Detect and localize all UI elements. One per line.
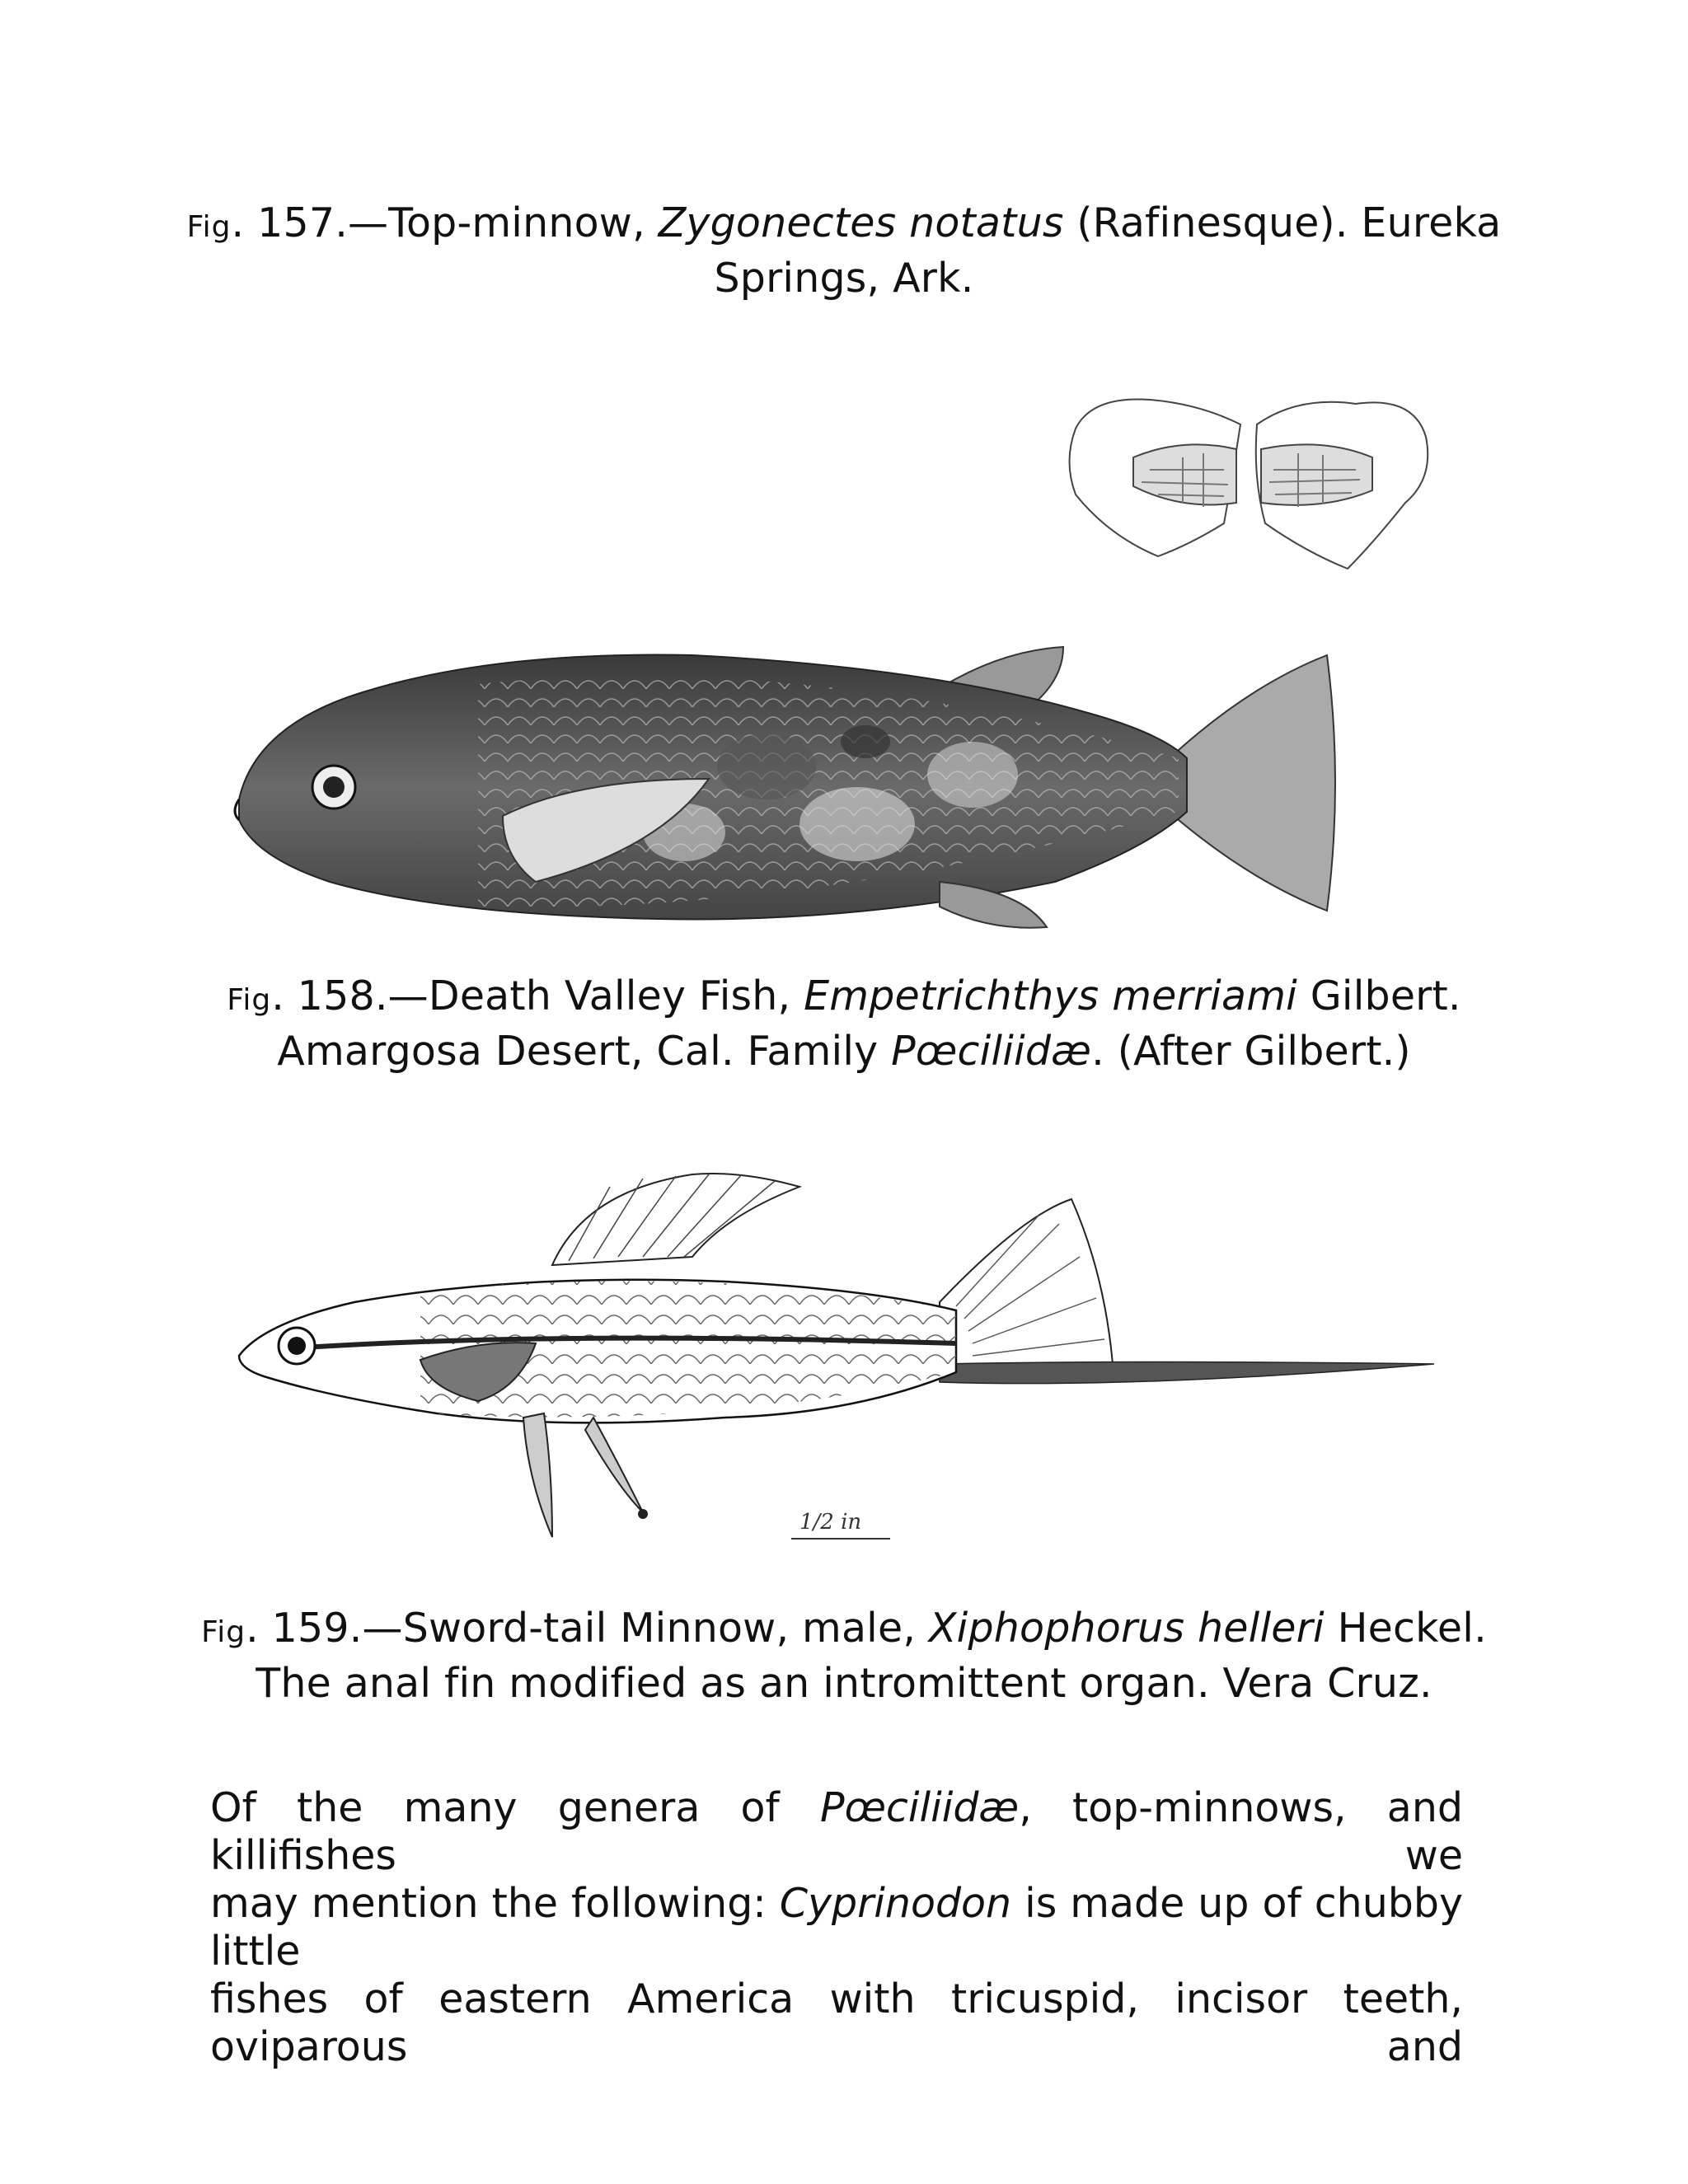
fig157-caption: [0, 198, 1688, 304]
caption-text: . 157.—Top-minnow,: [231, 199, 659, 246]
fig-label: Fig: [186, 210, 232, 244]
anal-fin: [585, 1418, 643, 1512]
scale-note: 1/2 in: [799, 1510, 862, 1535]
text: , top-minnows, and killifishes we: [210, 1784, 1463, 1879]
caption-text: Heckel.: [1324, 1605, 1487, 1652]
fig-label: Fig: [201, 1615, 246, 1649]
swordtail-minnow-illustration: [231, 1166, 1434, 1578]
paragraph-line: [210, 1880, 1463, 1975]
genus-name: Cyprinodon: [779, 1880, 1012, 1927]
body-paragraph: [210, 1784, 1463, 2071]
family-name: Pœciliidæ: [820, 1784, 1020, 1831]
sword-tail: [940, 1362, 1434, 1384]
fig158-caption: [0, 971, 1688, 1077]
text: Of the many genera of: [210, 1784, 821, 1831]
paragraph-line: [210, 1784, 1463, 1880]
family-name: Pœciliidæ: [891, 1028, 1092, 1075]
dorsal-fin: [552, 1174, 799, 1265]
text: is made up of chubby little: [210, 1880, 1463, 1975]
caption-text: (Rafinesque). Eureka: [1063, 199, 1502, 246]
fig158-caption-line1: [0, 971, 1688, 1026]
caption-text: . 159.—Sword-tail Minnow, male,: [246, 1605, 929, 1652]
caption-text: Amargosa Desert, Cal. Family: [277, 1028, 892, 1075]
fig-label: Fig: [227, 983, 272, 1017]
caption-text: Gilbert.: [1296, 972, 1461, 1019]
tail-fin: [1179, 655, 1335, 911]
species-name: Xiphophorus helleri: [928, 1605, 1325, 1652]
fig157-caption-line1: [0, 198, 1688, 253]
fig159-caption-line2: The anal fin modified as an intromittent organ. Vera Cruz.: [256, 1660, 1432, 1707]
fig157-caption-line2: Springs, Ark.: [714, 255, 974, 302]
species-name: Zygonectes notatus: [658, 199, 1064, 246]
pharyngeal-teeth-illustration: [1059, 379, 1438, 577]
caption-text: . (After Gilbert.): [1091, 1028, 1411, 1075]
fig159-caption-line1: [0, 1603, 1688, 1658]
scale-bar: [791, 1510, 890, 1539]
species-name: Empetrichthys merriami: [804, 972, 1297, 1019]
text: may mention the following:: [210, 1880, 780, 1927]
paragraph-line: fishes of eastern America with tricuspid, incisor teeth, oviparous and: [210, 1975, 1463, 2070]
tail-fin: [940, 1199, 1113, 1370]
death-valley-fish-illustration: [231, 635, 1352, 948]
fig158-caption-line2: [0, 1026, 1688, 1077]
fig159-caption: [0, 1603, 1688, 1709]
gonopodium: [523, 1413, 552, 1537]
caption-text: . 158.—Death Valley Fish,: [271, 972, 804, 1019]
